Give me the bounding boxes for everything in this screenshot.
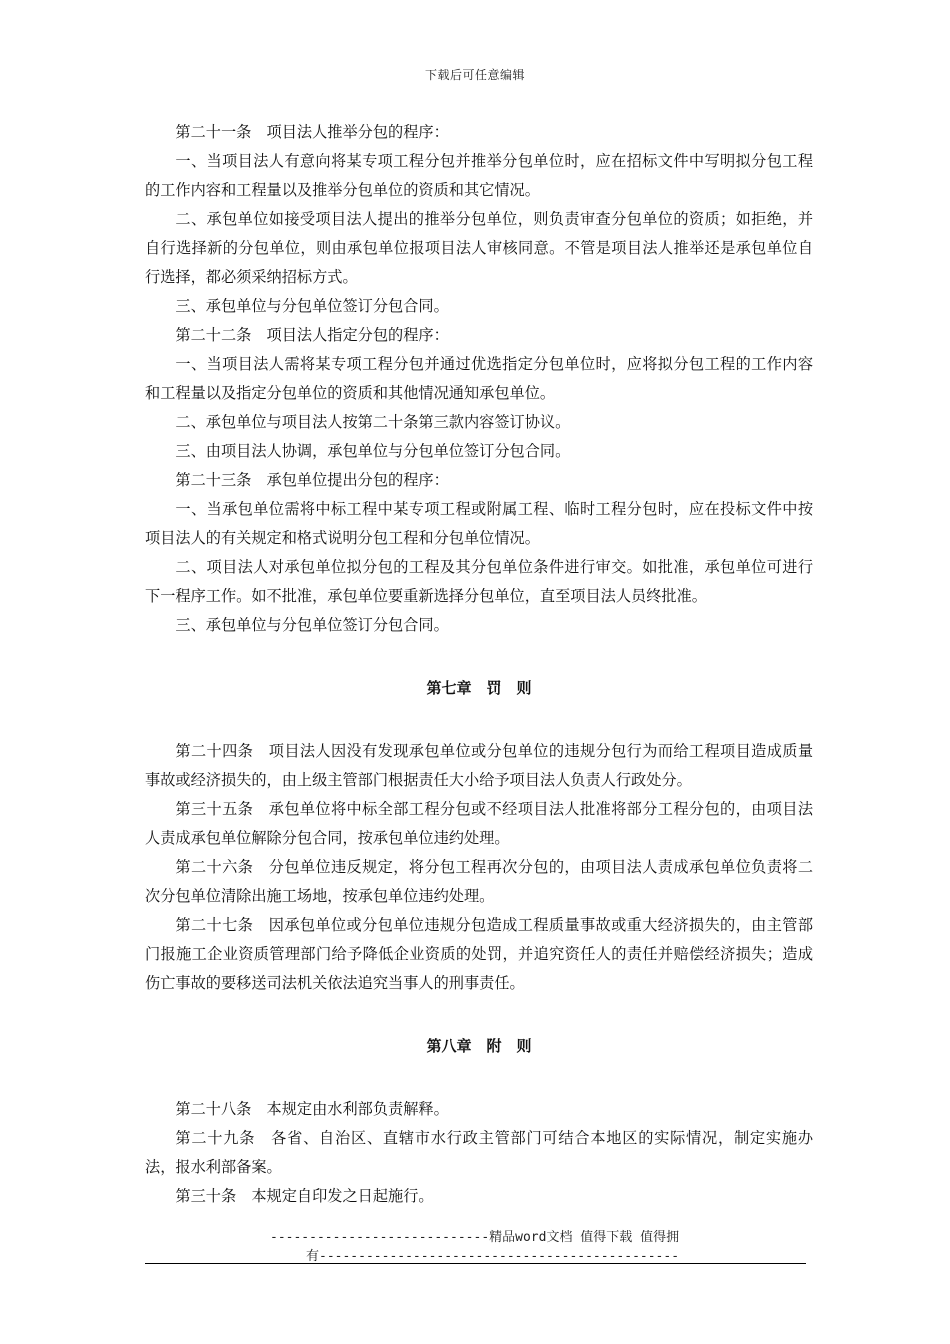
footer-line: 有---------------------------------------------- xyxy=(306,1249,680,1264)
chapter-heading: 第八章 附 则 xyxy=(426,1037,532,1055)
page-footer xyxy=(270,1228,790,1266)
footer-rule xyxy=(145,1263,806,1264)
paragraph: 二、承包单位与项目法人按第二十条第三款内容签订协议。 xyxy=(175,413,571,431)
paragraph: 第二十六条 分包单位违反规定，将分包工程再次分包的，由项目法人责成承包单位负责将二次分包单位清除出施工场地，按承包单位违约处理。 xyxy=(145,858,813,905)
paragraph: 第二十七条 因承包单位或分包单位违规分包造成工程质量事故或重大经济损失的，由主管部门报施工企业资质管理部门给予降低企业资质的处罚，并追究资任人的责任并赔偿经济损失；造成伤亡事故的要移送司法机关依法追究当事人的刑事责任。 xyxy=(145,916,813,992)
paragraph: 第二十八条 本规定由水利部负责解释。 xyxy=(175,1100,449,1118)
paragraph: 第二十一条 项目法人推举分包的程序： xyxy=(175,123,449,141)
paragraph: 一、当项目法人需将某专项工程分包并通过优选指定分包单位时，应将拟分包工程的工作内容和工程量以及指定分包单位的资质和其他情况通知承包单位。 xyxy=(145,355,813,402)
paragraph: 三、承包单位与分包单位签订分包合同。 xyxy=(175,616,449,634)
document-body xyxy=(145,118,813,1211)
paragraph: 第二十三条 承包单位提出分包的程序： xyxy=(175,471,449,489)
page-header: 下载后可任意编辑 xyxy=(424,68,525,82)
paragraph: 二、承包单位如接受项目法人提出的推举分包单位，则负责审查分包单位的资质；如拒绝，并自行选择新的分包单位，则由承包单位报项目法人审核同意。不管是项目法人推举还是承包单位自行选择，都必须采纳招标方式。 xyxy=(145,210,813,286)
paragraph: 三、由项目法人协调，承包单位与分包单位签订分包合同。 xyxy=(175,442,571,460)
paragraph: 一、当项目法人有意向将某专项工程分包并推举分包单位时，应在招标文件中写明拟分包工程的工作内容和工程量以及推举分包单位的资质和其它情况。 xyxy=(145,152,813,199)
chapter-heading: 第七章 罚 则 xyxy=(426,679,532,697)
paragraph: 第二十四条 项目法人因没有发现承包单位或分包单位的违规分包行为而给工程项目造成质量事故或经济损失的，由上级主管部门根据责任大小给予项目法人负责人行政处分。 xyxy=(145,742,813,789)
paragraph: 二、项目法人对承包单位拟分包的工程及其分包单位条件进行审交。如批准，承包单位可进行下一程序工作。如不批准，承包单位要重新选择分包单位，直至项目法人员终批准。 xyxy=(145,558,813,605)
paragraph: 第三十五条 承包单位将中标全部工程分包或不经项目法人批准将部分工程分包的，由项目法人责成承包单位解除分包合同，按承包单位违约处理。 xyxy=(145,800,813,847)
paragraph: 三、承包单位与分包单位签订分包合同。 xyxy=(175,297,449,315)
paragraph: 第二十九条 各省、自治区、直辖市水行政主管部门可结合本地区的实际情况，制定实施办法，报水利部备案。 xyxy=(145,1129,813,1176)
paragraph: 第三十条 本规定自印发之日起施行。 xyxy=(175,1187,434,1205)
paragraph: 一、当承包单位需将中标工程中某专项工程或附属工程、临时工程分包时，应在投标文件中按项目法人的有关规定和格式说明分包工程和分包单位情况。 xyxy=(145,500,813,547)
paragraph: 第二十二条 项目法人指定分包的程序： xyxy=(175,326,449,344)
footer-line: ----------------------------精品word文档 值得下载 值得拥 xyxy=(270,1230,680,1245)
